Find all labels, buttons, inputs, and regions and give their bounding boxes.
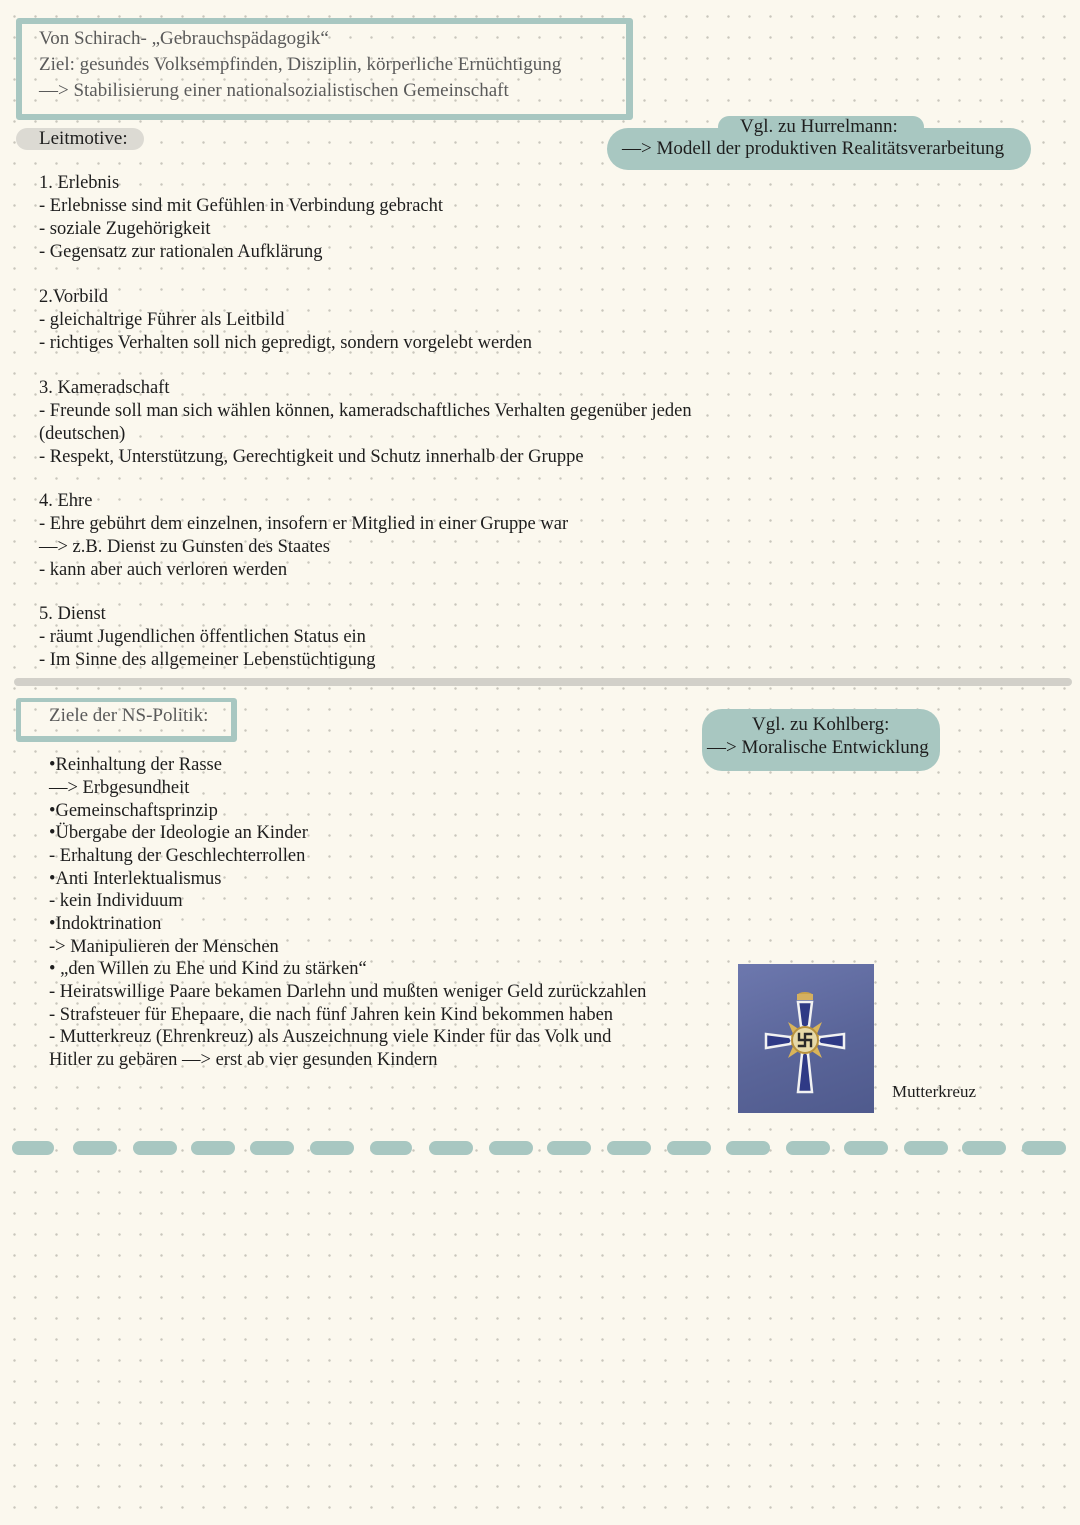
- motiv-line: - Gegensatz zur rationalen Aufklärung: [39, 242, 323, 262]
- dash-segment: [191, 1141, 235, 1155]
- dash-segment: [1022, 1141, 1066, 1155]
- motiv-line: —> z.B. Dienst zu Gunsten des Staates: [39, 537, 330, 557]
- dash-segment: [12, 1141, 54, 1155]
- dash-segment: [726, 1141, 770, 1155]
- list-item: •Reinhaltung der Rasse: [49, 755, 222, 775]
- mutterkreuz-icon: [738, 964, 874, 1113]
- dash-segment: [489, 1141, 533, 1155]
- motiv-title: 1. Erlebnis: [39, 173, 120, 193]
- dash-segment: [962, 1141, 1006, 1155]
- list-item: —> Erbgesundheit: [49, 778, 190, 798]
- header-line-3: —> Stabilisierung einer nationalsozialistischen Gemeinschaft: [39, 80, 509, 101]
- header-line-2: Ziel: gesundes Volksempfinden, Disziplin, körperliche Ernüchtigung: [39, 54, 562, 75]
- list-item: • „den Willen zu Ehe und Kind zu stärken“: [49, 959, 367, 979]
- kohlberg-text: —> Moralische Entwicklung: [707, 737, 929, 758]
- dash-segment: [429, 1141, 473, 1155]
- list-item: - Erhaltung der Geschlechterrollen: [49, 846, 306, 866]
- mutterkreuz-caption: Mutterkreuz: [892, 1082, 977, 1101]
- list-item: Hitler zu gebären —> erst ab vier gesunden Kindern: [49, 1050, 438, 1070]
- motiv-title: 5. Dienst: [39, 604, 106, 624]
- dash-segment: [250, 1141, 294, 1155]
- motiv-line: - räumt Jugendlichen öffentlichen Status ein: [39, 627, 366, 647]
- motiv-line: - soziale Zugehörigkeit: [39, 219, 211, 239]
- hurrelmann-text: —> Modell der produktiven Realitätsverarbeitung: [622, 138, 1005, 159]
- motiv-line: - kann aber auch verloren werden: [39, 560, 288, 580]
- list-item: - Mutterkreuz (Ehrenkreuz) als Auszeichnung viele Kinder für das Volk und: [49, 1027, 612, 1047]
- dash-segment: [370, 1141, 412, 1155]
- list-item: •Gemeinschaftsprinzip: [49, 801, 218, 821]
- list-item: - Strafsteuer für Ehepaare, die nach fünf Jahren kein Kind bekommen haben: [49, 1005, 614, 1025]
- dash-segment: [786, 1141, 830, 1155]
- dash-segment: [667, 1141, 711, 1155]
- motiv-line: - Respekt, Unterstützung, Gerechtigkeit und Schutz innerhalb der Gruppe: [39, 447, 584, 467]
- dash-segment: [607, 1141, 651, 1155]
- dash-segment: [133, 1141, 177, 1155]
- motiv-title: 3. Kameradschaft: [39, 378, 170, 398]
- section-divider: [14, 678, 1072, 686]
- motiv-line: - Ehre gebührt dem einzelnen, insofern er Mitglied in einer Gruppe war: [39, 514, 569, 534]
- motiv-line: - richtiges Verhalten soll nich gepredigt, sondern vorgelebt werden: [39, 333, 533, 353]
- motiv-title: 4. Ehre: [39, 491, 93, 511]
- header-text: [39, 26, 561, 104]
- motiv-line: - gleichaltrige Führer als Leitbild: [39, 310, 285, 330]
- motiv-line: - Freunde soll man sich wählen können, kameradschaftliches Verhalten gegenüber jeden: [39, 401, 692, 421]
- dash-segment: [844, 1141, 888, 1155]
- motiv-line: - Im Sinne des allgemeiner Lebenstüchtigung: [39, 650, 376, 670]
- motiv-title: 2.Vorbild: [39, 287, 109, 307]
- list-item: -> Manipulieren der Menschen: [49, 937, 279, 957]
- dash-segment: [547, 1141, 591, 1155]
- motiv-line: (deutschen): [39, 424, 126, 444]
- mutterkreuz-photo: [738, 964, 874, 1113]
- list-item: •Indoktrination: [49, 914, 162, 934]
- list-item: •Übergabe der Ideologie an Kinder: [49, 823, 308, 843]
- leitmotive-label: Leitmotive:: [39, 128, 128, 149]
- header-line-1: Von Schirach- „Gebrauchspädagogik“: [39, 28, 329, 49]
- list-item: •Anti Interlektualismus: [49, 869, 222, 889]
- dash-segment: [904, 1141, 948, 1155]
- dashed-separator: [12, 1141, 1072, 1155]
- hurrelmann-title: Vgl. zu Hurrelmann:: [740, 116, 898, 137]
- list-item: - kein Individuum: [49, 891, 183, 911]
- ns-politik-label: Ziele der NS-Politik:: [49, 705, 209, 726]
- list-item: - Heiratswillige Paare bekamen Darlehn und mußten weniger Geld zurückzahlen: [49, 982, 647, 1002]
- kohlberg-title: Vgl. zu Kohlberg:: [752, 714, 890, 735]
- dash-segment: [310, 1141, 354, 1155]
- dash-segment: [73, 1141, 117, 1155]
- motiv-line: - Erlebnisse sind mit Gefühlen in Verbindung gebracht: [39, 196, 444, 216]
